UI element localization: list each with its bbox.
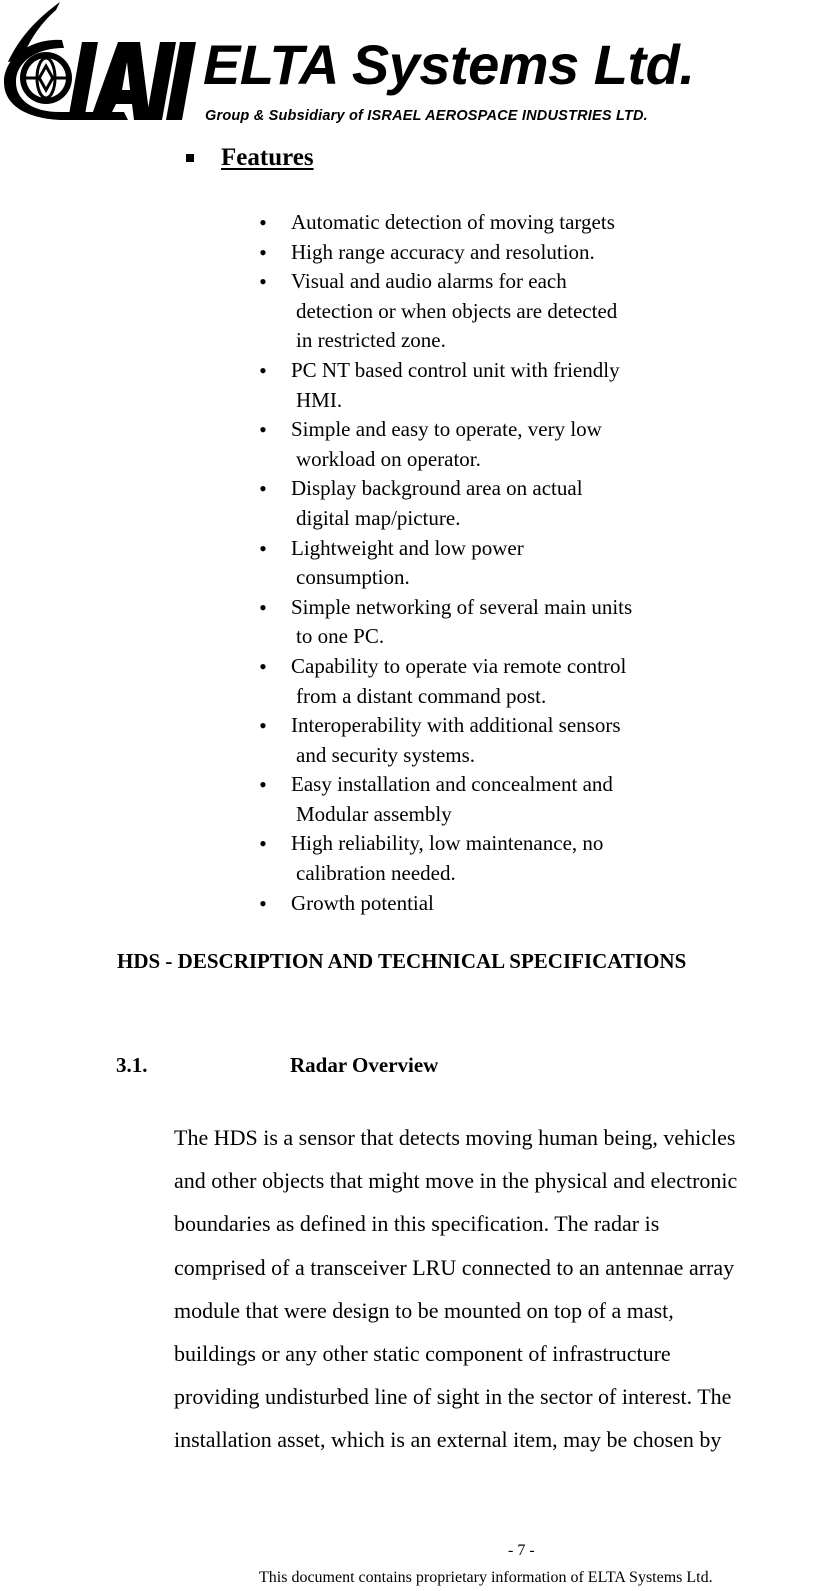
feature-text-line: Display background area on actual	[291, 476, 583, 501]
bullet-icon: •	[259, 476, 267, 502]
company-name: ELTA Systems Ltd.	[203, 33, 695, 96]
paragraph-line: and other objects that might move in the physical and electronic	[174, 1168, 738, 1194]
feature-item	[256, 474, 716, 533]
features-heading	[186, 142, 314, 174]
paragraph-line: module that were design to be mounted on top of a mast,	[174, 1297, 674, 1323]
feature-item	[256, 593, 716, 652]
bullet-icon: •	[259, 594, 267, 620]
feature-item	[256, 770, 716, 829]
bullet-icon: •	[259, 772, 267, 798]
feature-text-line: workload on operator.	[296, 446, 481, 471]
company-logo	[0, 0, 817, 130]
bullet-icon: •	[259, 831, 267, 857]
feature-item	[256, 534, 716, 593]
feature-item	[256, 889, 716, 919]
features-title: Features	[221, 144, 314, 171]
bullet-icon: •	[259, 239, 267, 265]
feature-text-line: in restricted zone.	[296, 328, 446, 353]
feature-text-line: and security systems.	[296, 742, 476, 767]
subsection-number: 3.1.	[116, 1053, 148, 1077]
radar-overview-paragraph	[174, 1116, 814, 1462]
feature-item	[256, 829, 716, 888]
section-heading: HDS - DESCRIPTION AND TECHNICAL SPECIFICATIONS	[117, 949, 687, 973]
feature-item	[256, 415, 716, 474]
bullet-icon: •	[259, 713, 267, 739]
feature-text-line: Simple networking of several main units	[291, 594, 633, 619]
feature-item	[256, 267, 716, 356]
feature-text-line: HMI.	[296, 387, 343, 412]
bullet-icon: •	[259, 210, 267, 235]
feature-text-line: Modular assembly	[296, 801, 452, 826]
company-subtitle: Group & Subsidiary of ISRAEL AEROSPACE INDUSTRIES LTD.	[205, 108, 648, 124]
page-number: - 7 -	[508, 1542, 535, 1559]
bullet-icon: •	[259, 535, 267, 561]
feature-text-line: High reliability, low maintenance, no	[291, 831, 604, 856]
feature-text-line: from a distant command post.	[296, 683, 547, 708]
paragraph-line: The HDS is a sensor that detects moving human being, vehicles	[174, 1125, 736, 1150]
feature-text-line: Interoperability with additional sensors	[291, 713, 621, 738]
paragraph-line: providing undisturbed line of sight in the sector of interest. The	[174, 1384, 732, 1410]
proprietary-note: This document contains proprietary information of ELTA Systems Ltd.	[259, 1569, 713, 1586]
feature-list	[256, 208, 716, 918]
feature-item	[256, 238, 716, 268]
feature-text-line: Growth potential	[291, 890, 434, 915]
bullet-icon: •	[259, 653, 267, 679]
feature-text-line: Capability to operate via remote control	[291, 653, 627, 678]
subsection-title: Radar Overview	[290, 1053, 439, 1077]
paragraph-line: comprised of a transceiver LRU connected to an antennae array	[174, 1254, 735, 1280]
feature-text-line: Lightweight and low power	[291, 535, 524, 560]
paragraph-line: installation asset, which is an external item, may be chosen by	[174, 1427, 722, 1453]
feature-text-line: digital map/picture.	[296, 505, 461, 530]
feature-text-line: Visual and audio alarms for each	[291, 269, 567, 294]
feature-item	[256, 652, 716, 711]
feature-item	[256, 356, 716, 415]
bullet-icon: •	[259, 269, 267, 295]
feature-item	[256, 711, 716, 770]
feature-text-line: Easy installation and concealment and	[291, 772, 613, 797]
feature-text-line: PC NT based control unit with friendly	[291, 357, 620, 382]
bullet-icon: •	[259, 417, 267, 443]
feature-text-line: Simple and easy to operate, very low	[291, 417, 602, 442]
feature-text-line: calibration needed.	[296, 861, 456, 886]
feature-text-line: consumption.	[296, 565, 410, 590]
paragraph-line: buildings or any other static component of infrastructure	[174, 1341, 671, 1367]
bullet-icon: •	[259, 357, 267, 383]
bullet-icon: •	[259, 890, 267, 916]
feature-text-line: Automatic detection of moving targets	[291, 210, 615, 234]
square-bullet-icon	[186, 154, 194, 162]
feature-text-line: to one PC.	[296, 624, 385, 649]
feature-text-line: High range accuracy and resolution.	[291, 239, 595, 264]
iai-emblem-icon	[0, 0, 205, 128]
feature-item	[256, 208, 716, 238]
paragraph-line: boundaries as defined in this specification. The radar is	[174, 1211, 660, 1237]
feature-text-line: detection or when objects are detected	[296, 298, 618, 323]
